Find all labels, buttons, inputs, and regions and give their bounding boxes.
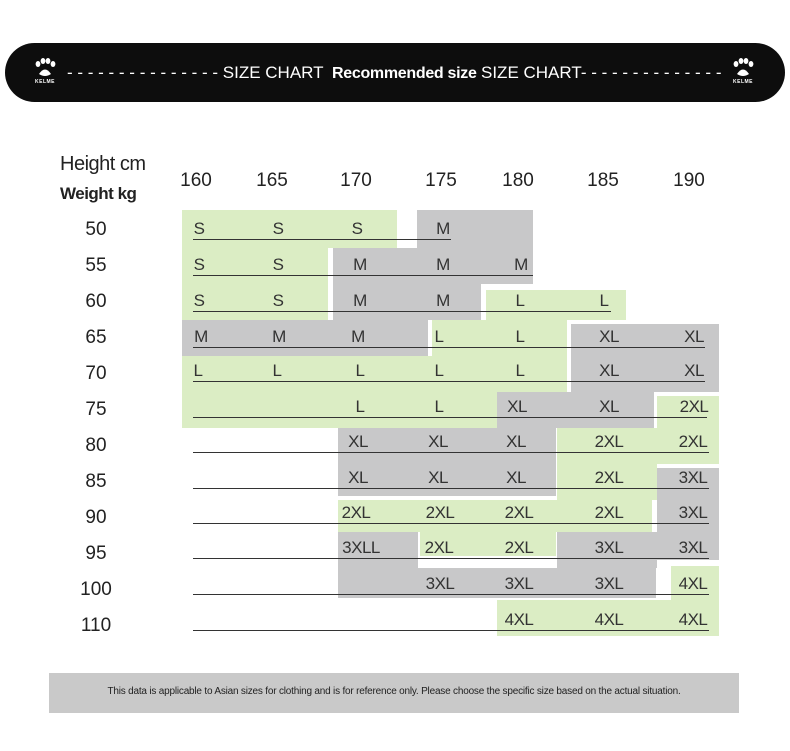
weight-row-label: 70	[85, 363, 107, 384]
size-cell: L	[355, 361, 365, 380]
brand-name: KELME	[733, 79, 753, 85]
size-cell: L	[515, 291, 525, 310]
size-block-m	[182, 320, 428, 356]
height-column-header: 175	[425, 170, 457, 191]
size-cell: 3XLL	[342, 538, 380, 557]
size-cell: 3XL	[678, 538, 708, 557]
row-rule	[193, 381, 705, 382]
size-cell: 2XL	[504, 538, 534, 557]
weight-row-label: 90	[85, 507, 107, 528]
size-cell: 3XL	[504, 574, 534, 593]
weight-row-label: 65	[85, 327, 107, 348]
height-axis-label: Height cm	[60, 153, 146, 175]
size-cell: L	[434, 327, 444, 346]
height-column-header: 185	[587, 170, 619, 191]
size-block-l	[182, 392, 497, 428]
height-column-header: 160	[180, 170, 212, 191]
size-cell: M	[436, 291, 450, 310]
weight-row-label: 110	[80, 615, 112, 636]
disclaimer-text: This data is applicable to Asian sizes for clothing and is for reference only. Please choose the specific size based on the actual situation.	[107, 686, 681, 697]
weight-row-label: 80	[85, 435, 107, 456]
row-rule	[193, 347, 705, 348]
size-cell: L	[355, 397, 365, 416]
header-right-title: SIZE CHART- - - - - - - - - - - - - -	[481, 63, 722, 82]
weight-row-label: 55	[85, 255, 107, 276]
size-block-s	[182, 210, 397, 248]
size-cell: L	[599, 291, 609, 310]
height-column-header: 190	[673, 170, 705, 191]
disclaimer-footer	[49, 673, 739, 713]
row-rule	[193, 523, 709, 524]
height-column-header: 170	[340, 170, 372, 191]
header-left-title: - - - - - - - - - - - - - - - SIZE CHART	[67, 63, 324, 82]
size-cell: XL	[684, 361, 704, 380]
weight-row-label: 60	[85, 291, 107, 312]
size-cell: M	[194, 327, 208, 346]
size-cell: 3XL	[425, 574, 455, 593]
size-cell: S	[272, 255, 284, 274]
size-block-l	[432, 320, 567, 356]
size-cell: 2XL	[424, 538, 454, 557]
weight-row-label: 50	[85, 219, 107, 240]
size-cell: 3XL	[678, 468, 708, 487]
size-cell: L	[515, 327, 525, 346]
size-cell: L	[434, 361, 444, 380]
row-rule	[193, 239, 451, 240]
size-cell: 3XL	[678, 503, 708, 522]
size-cell: 2XL	[341, 503, 371, 522]
size-cell: XL	[428, 432, 448, 451]
size-cell: XL	[599, 327, 619, 346]
size-cell: XL	[348, 432, 368, 451]
size-cell: M	[436, 219, 450, 238]
size-cell: S	[272, 291, 284, 310]
size-cell: S	[193, 291, 205, 310]
size-cell: 2XL	[679, 397, 709, 416]
size-cell: L	[272, 361, 282, 380]
weight-row-label: 100	[80, 579, 112, 600]
size-cell: XL	[348, 468, 368, 487]
size-block-m	[417, 210, 533, 248]
size-cell: M	[353, 291, 367, 310]
size-cell: 3XL	[594, 538, 624, 557]
weight-axis-label: Weight kg	[60, 184, 137, 203]
size-cell: M	[351, 327, 365, 346]
height-column-header: 180	[502, 170, 534, 191]
size-cell: L	[515, 361, 525, 380]
size-cell: XL	[599, 397, 619, 416]
row-rule	[193, 630, 709, 631]
size-cell: XL	[507, 397, 527, 416]
brand-name: KELME	[35, 79, 55, 85]
weight-row-label: 85	[85, 471, 107, 492]
size-cell: XL	[428, 468, 448, 487]
row-rule	[193, 558, 709, 559]
size-block-l	[182, 356, 567, 392]
size-cell: 4XL	[678, 574, 708, 593]
size-cell: 2XL	[425, 503, 455, 522]
size-cell: 2XL	[594, 468, 624, 487]
row-rule	[193, 417, 707, 418]
size-cell: L	[434, 397, 444, 416]
row-rule	[193, 311, 611, 312]
row-rule	[193, 488, 709, 489]
row-rule	[193, 275, 533, 276]
size-cell: M	[353, 255, 367, 274]
weight-row-label: 75	[85, 399, 107, 420]
size-cell: XL	[684, 327, 704, 346]
size-cell: M	[436, 255, 450, 274]
size-cell: 2XL	[678, 432, 708, 451]
weight-row-label: 95	[85, 543, 107, 564]
size-cell: 2XL	[594, 432, 624, 451]
header-center-title: Recommended size	[332, 65, 477, 82]
size-cell: XL	[599, 361, 619, 380]
size-cell: 4XL	[678, 610, 708, 629]
size-cell: S	[272, 219, 284, 238]
size-cell: S	[351, 219, 363, 238]
size-cell: S	[193, 219, 205, 238]
height-column-header: 165	[256, 170, 288, 191]
size-cell: S	[193, 255, 205, 274]
size-cell: 3XL	[594, 574, 624, 593]
size-cell: XL	[506, 432, 526, 451]
size-cell: L	[193, 361, 203, 380]
size-cell: 2XL	[594, 503, 624, 522]
size-cell: M	[272, 327, 286, 346]
row-rule	[193, 594, 709, 595]
size-cell: 4XL	[504, 610, 534, 629]
size-cell: 2XL	[504, 503, 534, 522]
row-rule	[193, 452, 709, 453]
size-cell: 4XL	[594, 610, 624, 629]
size-cell: M	[514, 255, 528, 274]
size-cell: XL	[506, 468, 526, 487]
